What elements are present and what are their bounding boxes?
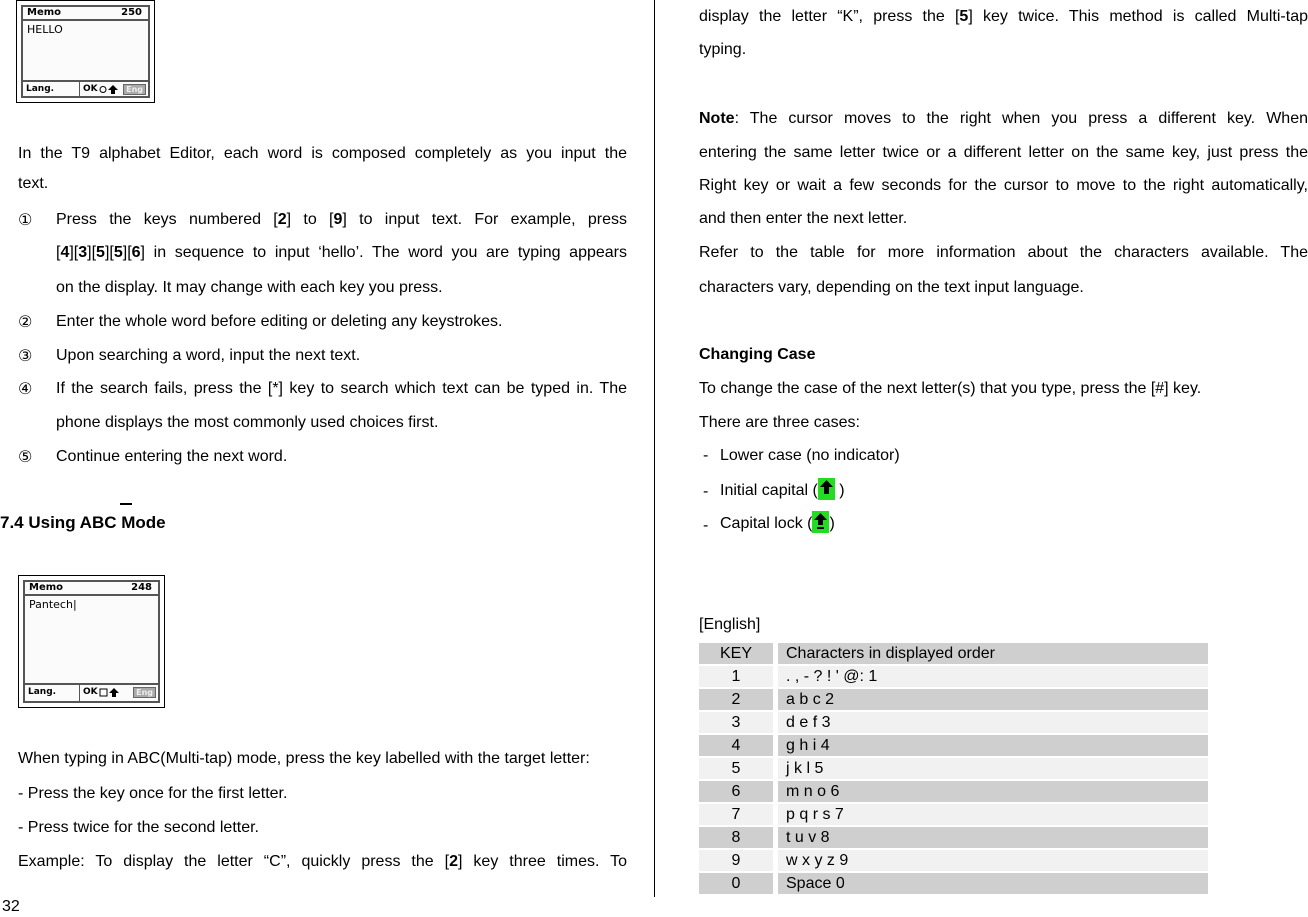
table-row <box>699 804 1208 825</box>
lang-softkey: Lang. <box>26 84 55 94</box>
phone-screen-memo-hello <box>16 0 155 103</box>
table-cell-key: 6 <box>699 781 773 802</box>
case-three: There are three cases: <box>699 414 860 431</box>
table-row <box>699 781 1208 802</box>
character-table <box>699 641 1208 896</box>
table-cell-chars: d e f 3 <box>778 712 1208 733</box>
case-intro: To change the case of the next letter(s) that you type, press the [#] key. <box>699 380 1202 397</box>
table-row <box>699 758 1208 779</box>
table-row <box>699 850 1208 871</box>
table-cell-key: 0 <box>699 873 773 894</box>
t9-intro-line1: In the T9 alphabet Editor, each word is composed completely as you input the <box>18 145 627 162</box>
step-2-marker: ② <box>18 312 33 331</box>
note-line3: Right key or wait a few seconds for the cursor to move to the right automatically, <box>699 177 1308 194</box>
table-header-chars: Characters in displayed order <box>778 643 1208 664</box>
table-row <box>699 873 1208 894</box>
note-text: : The cursor moves to the right when you press a different key. When <box>734 110 1308 127</box>
refer-line1: Refer to the table for more information about the characters available. The <box>699 244 1308 261</box>
example-continued: display the letter “K”, press the [5] key twice. This method is called Multi-tap <box>699 8 1308 25</box>
step-3-text: Upon searching a word, input the next text. <box>56 347 361 364</box>
table-cell-key: 2 <box>699 689 773 710</box>
t9-intro-line2: text. <box>18 175 49 192</box>
step-5-marker: ⑤ <box>18 447 33 466</box>
abc-example: Example: To display the letter “C”, quickly press the [2] key three times. To <box>18 853 627 870</box>
table-cell-key: 4 <box>699 735 773 756</box>
step-4-line1: If the search fails, press the [*] key to search which text can be typed in. The <box>56 380 627 397</box>
eng-mode-badge: Eng <box>123 84 146 95</box>
table-row <box>699 827 1208 848</box>
case-initial-label: Initial capital ( <box>720 482 818 499</box>
note-line4: and then enter the next letter. <box>699 210 908 227</box>
step-1-line1: Press the keys numbered [2] to [9] to input text. For example, press <box>56 211 627 228</box>
case-dash-1: - <box>703 447 709 464</box>
step-3-marker: ③ <box>18 346 33 365</box>
char-count: 248 <box>131 582 152 593</box>
memo-text: Pantech| <box>29 598 77 611</box>
table-cell-key: 1 <box>699 666 773 687</box>
initial-capital-icon <box>818 478 835 500</box>
case-lock-label: Capital lock ( <box>720 515 813 532</box>
shift-indicator-icon <box>99 688 121 702</box>
column-divider <box>654 0 655 897</box>
table-cell-chars: t u v 8 <box>778 827 1208 848</box>
shift-indicator-icon <box>99 85 121 99</box>
table-cell-key: 8 <box>699 827 773 848</box>
table-cell-key: 9 <box>699 850 773 871</box>
step-1-line2: [4][3][5][5][6] in sequence to input ‘hello’. The word you are typing appears <box>56 244 627 261</box>
table-cell-key: 3 <box>699 712 773 733</box>
step-4-line2: phone displays the most commonly used choices first. <box>56 414 439 431</box>
table-row <box>699 735 1208 756</box>
table-cell-chars: Space 0 <box>778 873 1208 894</box>
step-4-marker: ④ <box>18 379 33 398</box>
abc-press-once: - Press the key once for the first letter. <box>18 785 288 802</box>
table-cell-chars: j k l 5 <box>778 758 1208 779</box>
table-row <box>699 712 1208 733</box>
phone-screen-memo-pantech <box>18 575 165 708</box>
note-line1 <box>699 109 1308 129</box>
table-cell-chars: g h i 4 <box>778 735 1208 756</box>
note-line2: entering the same letter twice or a different letter on the same key, just press the <box>699 144 1308 161</box>
table-language-label: [English] <box>699 616 761 633</box>
table-cell-chars: . , - ? ! ' @: 1 <box>778 666 1208 687</box>
ok-softkey: OK <box>83 687 98 697</box>
table-row <box>699 689 1208 710</box>
case-lower: Lower case (no indicator) <box>720 447 900 464</box>
step-1-line3: on the display. It may change with each key you press. <box>56 279 443 296</box>
capital-lock-icon <box>812 511 829 533</box>
step-5-text: Continue entering the next word. <box>56 448 288 465</box>
abc-press-twice: - Press twice for the second letter. <box>18 819 259 836</box>
table-cell-key: 5 <box>699 758 773 779</box>
table-cell-chars: a b c 2 <box>778 689 1208 710</box>
case-dash-2: - <box>703 483 709 500</box>
case-lock: Capital lock ( ) <box>720 510 835 538</box>
lang-softkey: Lang. <box>28 687 57 697</box>
heading-overline-mark <box>120 503 132 505</box>
table-cell-chars: p q r s 7 <box>778 804 1208 825</box>
memo-text: HELLO <box>27 23 63 36</box>
eng-mode-badge: Eng <box>133 687 156 698</box>
section-title: 7.4 Using ABC Mode <box>0 513 166 532</box>
refer-line2: characters vary, depending on the text input language. <box>699 279 1084 296</box>
step-1-marker: ① <box>18 210 33 229</box>
example-continued-2: typing. <box>699 41 747 58</box>
table-row <box>699 666 1208 687</box>
note-label: Note <box>699 110 735 127</box>
table-cell-chars: m n o 6 <box>778 781 1208 802</box>
page-number: 32 <box>2 898 20 915</box>
abc-intro: When typing in ABC(Multi-tap) mode, press the key labelled with the target letter: <box>18 750 590 767</box>
memo-title: Memo <box>27 7 62 18</box>
table-cell-key: 7 <box>699 804 773 825</box>
table-cell-chars: w x y z 9 <box>778 850 1208 871</box>
case-dash-3: - <box>703 517 709 534</box>
char-count: 250 <box>121 7 142 18</box>
case-initial: Initial capital ( ) <box>720 477 845 505</box>
changing-case-title: Changing Case <box>699 346 816 363</box>
ok-softkey: OK <box>83 84 98 94</box>
memo-title: Memo <box>29 582 64 593</box>
table-header-row <box>699 643 1208 664</box>
table-header-key: KEY <box>699 643 773 664</box>
step-2-text: Enter the whole word before editing or deleting any keystrokes. <box>56 313 503 330</box>
